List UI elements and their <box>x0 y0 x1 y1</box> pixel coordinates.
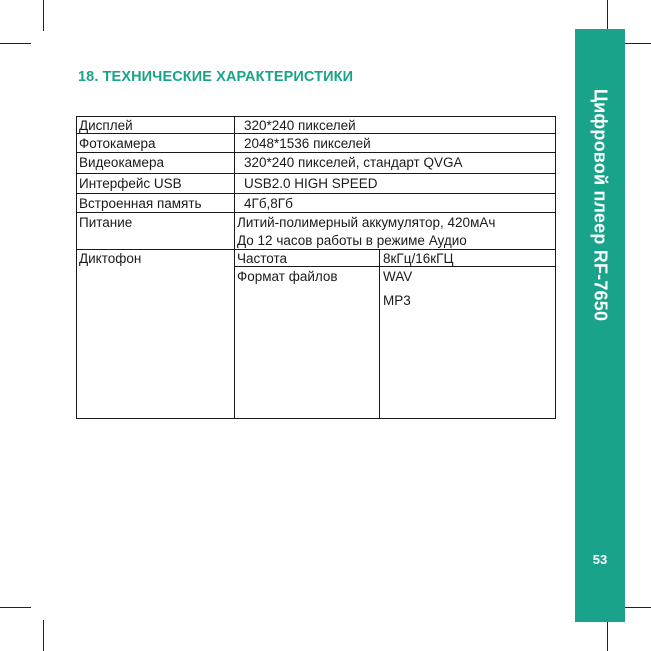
spec-recorder-freq-label: Частота <box>237 251 288 266</box>
row-separator <box>234 266 556 267</box>
crop-mark-bottom-left <box>43 620 44 651</box>
row-separator <box>76 152 556 153</box>
spec-value-usb: USB2.0 HIGH SPEED <box>244 176 378 191</box>
crop-mark-top-left-h <box>0 43 31 44</box>
spec-table <box>76 116 556 419</box>
spec-label-power: Питание <box>79 215 133 230</box>
table-column-divider <box>234 116 235 419</box>
spec-label-usb: Интерфейс USB <box>79 176 182 191</box>
spec-label-display: Дисплей <box>79 118 133 133</box>
spec-label-memory: Встроенная память <box>79 196 202 211</box>
page-number: 53 <box>592 552 608 567</box>
spec-value-power-line1: Литий-полимерный аккумулятор, 420мАч <box>237 215 496 230</box>
row-separator <box>76 173 556 174</box>
crop-mark-bottom-right <box>607 620 608 651</box>
spec-value-memory: 4Гб,8Гб <box>244 196 293 211</box>
spec-recorder-freq-value: 8кГц/16кГЦ <box>383 251 454 266</box>
row-separator <box>76 133 556 134</box>
table-border-left <box>76 116 77 419</box>
table-subcolumn-divider <box>379 249 380 419</box>
spec-recorder-format-mp3: MP3 <box>383 293 411 308</box>
spec-value-video: 320*240 пикселей, стандарт QVGA <box>244 155 463 170</box>
crop-mark-top-right <box>607 0 608 31</box>
spec-recorder-format-wav: WAV <box>383 269 413 284</box>
table-border-bottom <box>76 418 556 419</box>
spec-value-power-line2: До 12 часов работы в режиме Аудио <box>237 233 467 248</box>
row-separator <box>76 212 556 213</box>
spec-recorder-format-label: Формат файлов <box>237 269 338 284</box>
row-separator <box>76 249 556 250</box>
spec-value-display: 320*240 пикселей <box>244 118 356 133</box>
sidebar-title: Цифровой плеер RF-7650 <box>590 88 611 322</box>
crop-mark-top-left <box>43 0 44 31</box>
crop-mark-bottom-left-h <box>0 607 31 608</box>
row-separator <box>76 193 556 194</box>
spec-label-video: Видеокамера <box>79 155 164 170</box>
spec-value-photo: 2048*1536 пикселей <box>244 136 371 151</box>
spec-label-photo: Фотокамера <box>79 136 156 151</box>
spec-label-recorder: Диктофон <box>79 251 142 266</box>
section-title: 18. ТЕХНИЧЕСКИЕ ХАРАКТЕРИСТИКИ <box>78 69 354 85</box>
table-border-right <box>555 116 556 419</box>
table-border-top <box>76 116 556 117</box>
